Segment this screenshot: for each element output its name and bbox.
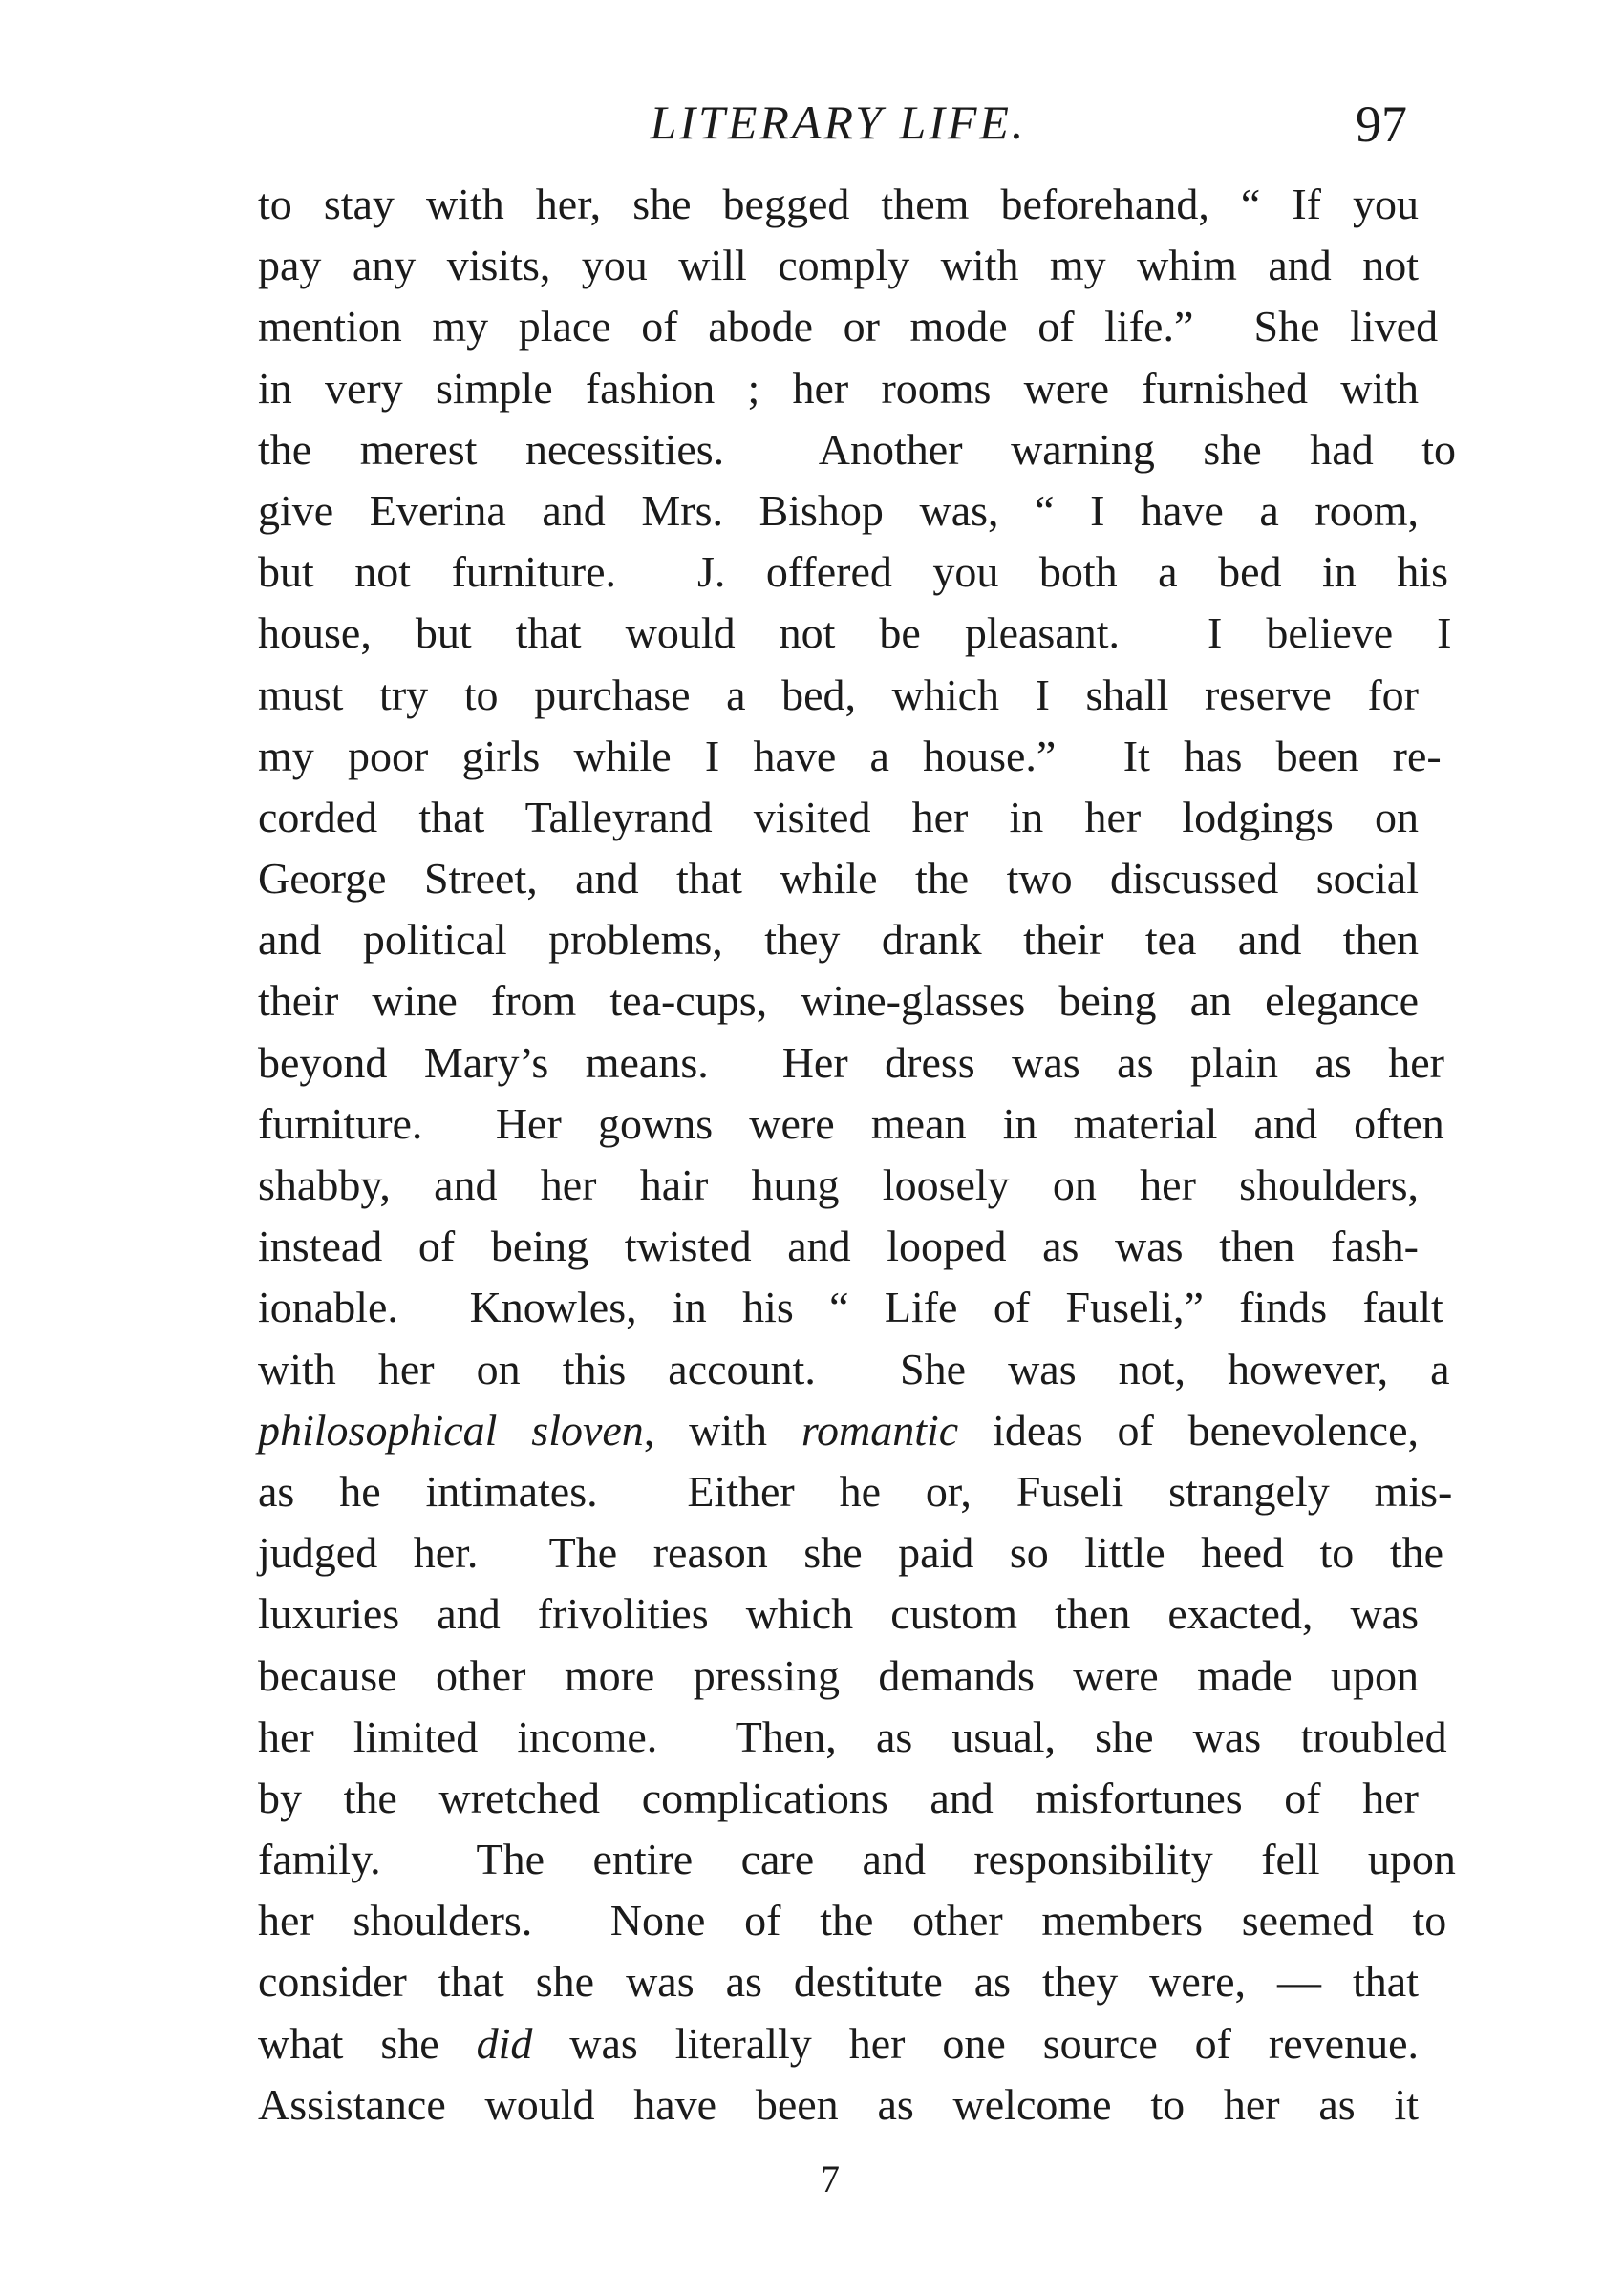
text-line: but not furniture. J. offered you both a bed in his xyxy=(258,547,1448,597)
text-line: beyond Mary’s means. Her dress was as plain as her xyxy=(258,1037,1444,1087)
text-line: my poor girls while I have a house.” It has been re- xyxy=(258,731,1442,780)
text-line: the merest necessities. Another warning she had to xyxy=(258,424,1457,474)
text-line: family. The entire care and responsibility fell upon xyxy=(258,1835,1456,1884)
text-line: to stay with her, she begged them beforehand, “ If you xyxy=(258,180,1419,228)
text-line: corded that Talleyrand visited her in her lodgings on xyxy=(258,792,1419,841)
text-line: their wine from tea-cups, wine-glasses being an elegance xyxy=(258,976,1419,1026)
text-line: must try to purchase a bed, which I shall reserve for xyxy=(258,670,1419,719)
signature-mark: 7 xyxy=(821,2158,840,2200)
text-line: house, but that would not be pleasant. I believe I xyxy=(258,608,1452,658)
text-line: and political problems, they drank their tea and then xyxy=(258,915,1419,965)
text-line: philosophical sloven, with romantic ideas of benevolence, xyxy=(258,1405,1419,1455)
text-line: her shoulders. None of the other members seemed to xyxy=(258,1896,1447,1945)
text-line: give Everina and Mrs. Bishop was, “ I have a room, xyxy=(258,485,1419,535)
italic-phrase: philosophical sloven xyxy=(258,1405,644,1455)
italic-phrase: romantic xyxy=(801,1405,959,1455)
text-line: shabby, and her hair hung loosely on her shoulders, xyxy=(258,1160,1419,1209)
text-line: Assistance would have been as welcome to her as it xyxy=(258,2079,1419,2129)
text-line: instead of being twisted and looped as was then fash- xyxy=(258,1222,1419,1271)
text-line: what she did was literally her one source of revenue. xyxy=(258,2018,1419,2068)
text-line: judged her. The reason she paid so little heed to the xyxy=(258,1528,1444,1578)
body-text xyxy=(258,174,1457,2136)
text-line: luxuries and frivolities which custom then exacted, was xyxy=(258,1589,1419,1639)
text-line: by the wretched complications and misfortunes of her xyxy=(258,1773,1419,1822)
italic-phrase: did xyxy=(476,2018,533,2068)
text-line: with her on this account. She was not, however, a xyxy=(258,1344,1450,1393)
text-line: ionable. Knowles, in his “ Life of Fuseli,” finds fault xyxy=(258,1283,1443,1332)
text-line: George Street, and that while the two discussed social xyxy=(258,854,1419,904)
running-title: LITERARY LIFE. xyxy=(650,96,1027,149)
text-line: her limited income. Then, as usual, she was troubled xyxy=(258,1711,1447,1761)
running-head xyxy=(258,84,1419,160)
text-line: consider that she was as destitute as they were, — that xyxy=(258,1957,1419,2007)
text-line: because other more pressing demands were made upon xyxy=(258,1650,1419,1700)
page-number: 97 xyxy=(1356,96,1407,153)
text-line: pay any visits, you will comply with my whim and not xyxy=(258,241,1419,290)
text-line: as he intimates. Either he or, Fuseli strangely mis- xyxy=(258,1466,1453,1516)
text-line: furniture. Her gowns were mean in material and often xyxy=(258,1098,1444,1148)
text-line: mention my place of abode or mode of life.” She lived xyxy=(258,302,1439,351)
text-line: in very simple fashion ; her rooms were furnished with xyxy=(258,363,1419,413)
